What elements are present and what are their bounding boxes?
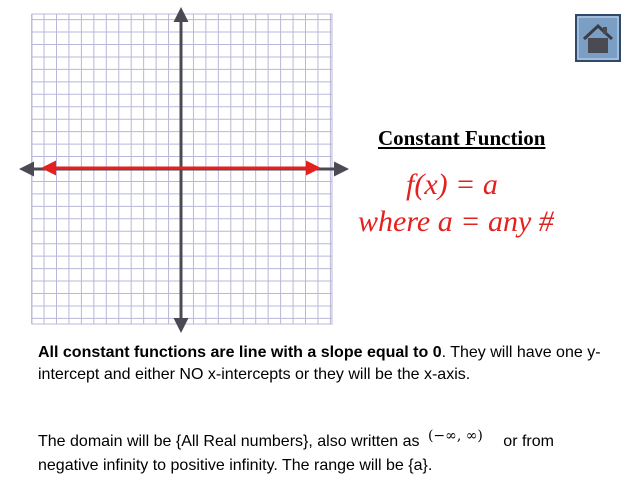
description-text: . They will have one y-intercept and either NO x-intercepts or they will be the x-axis.	[38, 344, 601, 383]
home-icon	[575, 14, 621, 62]
home-button[interactable]	[575, 14, 621, 62]
function-formula: f(x) = a	[406, 168, 498, 201]
page-title: Constant Function	[378, 126, 546, 150]
description-paragraph	[38, 342, 608, 386]
domain-text: The domain will be {All Real numbers}, also written as	[38, 433, 424, 450]
formula-condition: where a = any #	[358, 205, 554, 238]
description-bold-text: All constant functions are line with a slope equal to 0	[38, 344, 442, 361]
domain-interval: (−∞, ∞)	[427, 428, 483, 444]
coordinate-graph	[0, 0, 360, 340]
domain-paragraph	[38, 430, 608, 478]
range-text: or from negative infinity to positive infinity. The range will be {a}.	[38, 433, 554, 474]
